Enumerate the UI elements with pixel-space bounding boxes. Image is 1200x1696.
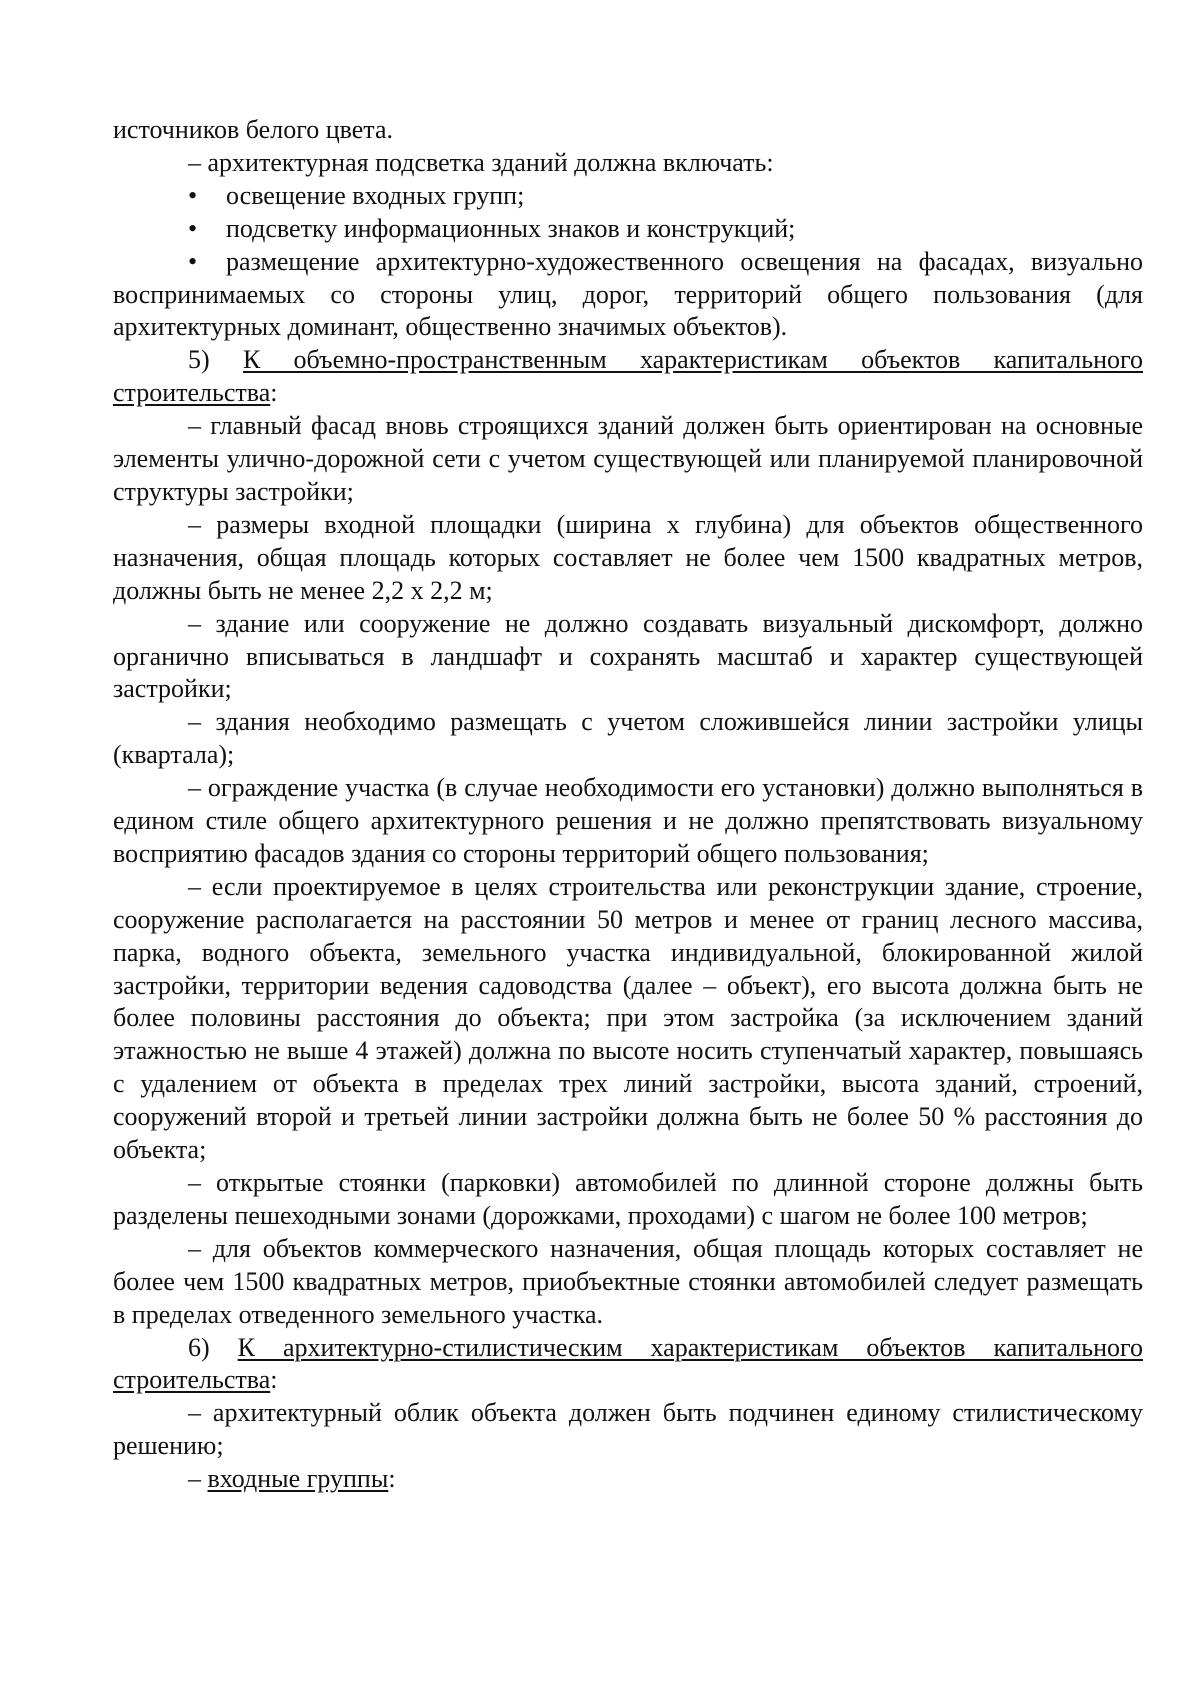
section-5-item: – открытые стоянки (парковки) автомобилей по длинной стороне должны быть разделены пешеходными зонами (дорожками, проходами) с шагом не более 100 метров; [113, 1168, 1143, 1230]
bullet-text: подсветку информационных знаков и конструкций; [226, 213, 796, 243]
section-5-item: – размеры входной площадки (ширина х глубина) для объектов общественного назначения, общая площадь которых составляет не более чем 1500 квадратных метров, должны быть не менее 2,2 х 2,2 м; [113, 509, 1143, 605]
bullet-text: освещение входных групп; [226, 180, 525, 210]
section-5-item: – для объектов коммерческого назначения, общая площадь которых составляет не более чем 1500 квадратных метров, приобъектные стоянки автомобилей следует размещать в пределах отведенного земельного участка. [113, 1233, 1143, 1329]
section-6-item-entrances [113, 1463, 1143, 1496]
bullet-item-sign-lighting [113, 213, 1143, 246]
dash: – [188, 1464, 201, 1494]
lighting-requirements-intro: – архитектурная подсветка зданий должна включать: [188, 147, 774, 177]
section-6-item: – архитектурный облик объекта должен быть подчинен единому стилистическому решению; [113, 1398, 1143, 1461]
section-5-item: – здание или сооружение не должно создавать визуальный дискомфорт, должно органично вписываться в ландшафт и сохранять масштаб и характер существующей застройки; [113, 608, 1143, 704]
section-5-item: – здания необходимо размещать с учетом сложившейся линии застройки улицы (квартала); [113, 707, 1143, 770]
item-colon: : [388, 1464, 396, 1494]
document-page [113, 114, 1143, 1496]
section-6-heading [113, 1332, 1143, 1398]
entrance-groups-title: входные группы [207, 1464, 389, 1494]
section-title: К архитектурно-стилистическим характеристикам объектов капитального строительства [113, 1332, 1144, 1395]
section-5-heading [113, 344, 1143, 410]
bullet-icon: • [188, 246, 198, 276]
section-number: 6) [188, 1332, 210, 1362]
bullet-item-entrance-lighting [113, 180, 1143, 213]
section-colon: : [270, 378, 278, 408]
bullet-icon: • [188, 213, 198, 243]
bullet-text: размещение архитектурно-художественного освещения на фасадах, визуально воспринимаемых со стороны улиц, дорог, территорий общего пользования (для архитектурных доминант, общественно значимых объектов). [113, 246, 1143, 342]
section-title: К объемно-пространственным характеристикам объектов капитального строительства [113, 345, 1143, 408]
bullet-icon: • [188, 180, 198, 210]
bullet-item-facade-lighting [113, 246, 1143, 345]
section-number: 5) [188, 345, 210, 375]
section-5-item: – если проектируемое в целях строительства или реконструкции здание, строение, сооружение располагается на расстоянии 50 метров и менее от границ лесного массива, парка, водного объекта, земельного участка индивидуальной, блокированной жилой застройки, территории ведения садоводства (далее – объект), его высота должна быть не более половины расстояния до объекта; при этом застройка (за исключением зданий этажностью не выше 4 этажей) должна по высоте носить ступенчатый характер, повышаясь с удалением от объекта в пределах трех линий застройки, высота зданий, строений, сооружений второй и третьей линии застройки должна быть не более 50 % расстояния до объекта; [113, 871, 1143, 1165]
section-5-item: – главный фасад вновь строящихся зданий должен быть ориентирован на основные элементы улично-дорожной сети с учетом существующей или планируемой планировочной структуры застройки; [113, 411, 1143, 506]
section-5-item: – ограждение участка (в случае необходимости его установки) должно выполняться в едином стиле общего архитектурного решения и не должно препятствовать визуальному восприятию фасадов здания со стороны территорий общего пользования; [113, 773, 1143, 868]
paragraph-continuation: источников белого цвета. [113, 115, 394, 144]
section-colon: : [270, 1365, 278, 1395]
